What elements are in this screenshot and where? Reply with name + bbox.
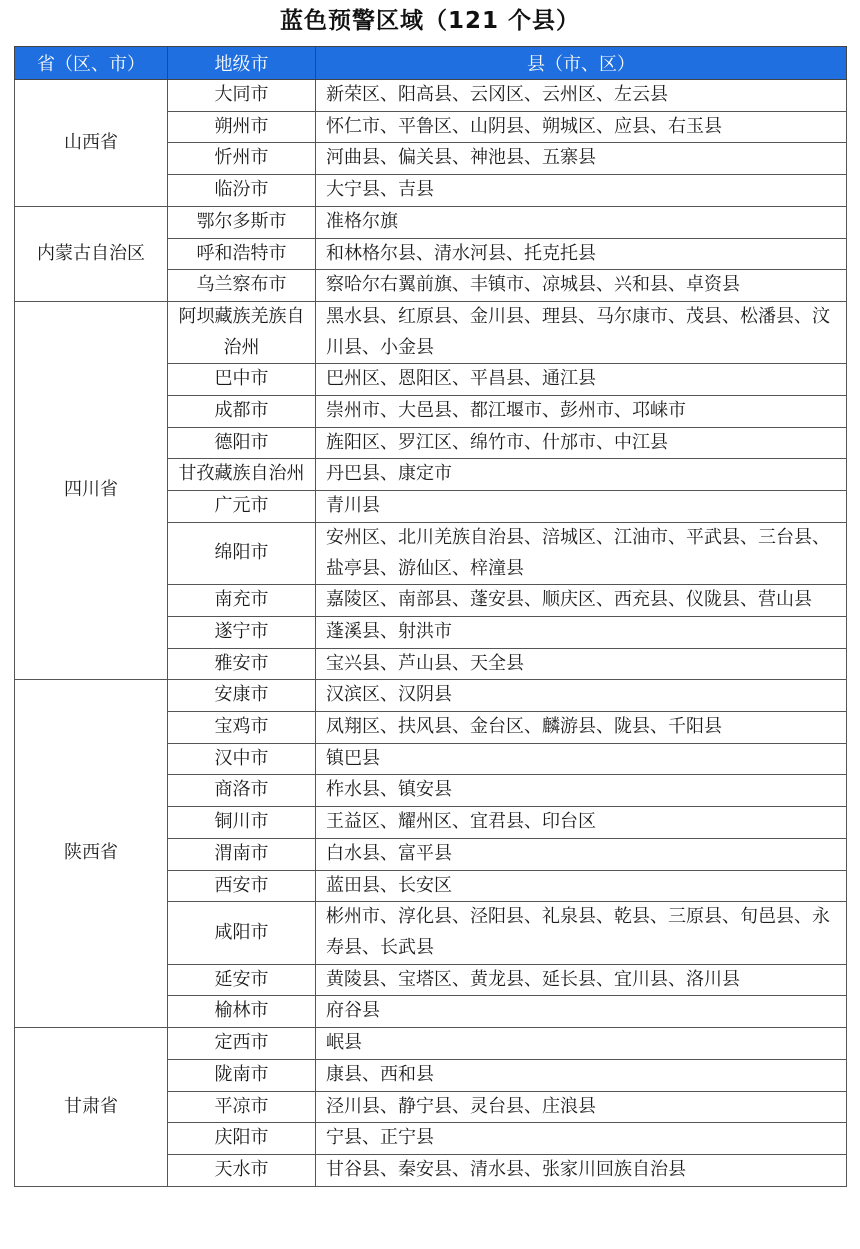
city-cell: 庆阳市 <box>168 1123 316 1155</box>
county-list-cell: 嘉陵区、南部县、蓬安县、顺庆区、西充县、仪陇县、营山县 <box>316 585 847 617</box>
warning-region-table <box>14 46 847 1187</box>
county-list-cell: 凤翔区、扶风县、金台区、麟游县、陇县、千阳县 <box>316 712 847 744</box>
county-list-cell: 和林格尔县、清水河县、托克托县 <box>316 238 847 270</box>
city-cell: 鄂尔多斯市 <box>168 206 316 238</box>
city-cell: 乌兰察布市 <box>168 270 316 302</box>
city-cell: 甘孜藏族自治州 <box>168 459 316 491</box>
city-cell: 遂宁市 <box>168 616 316 648</box>
province-cell: 甘肃省 <box>15 1028 168 1187</box>
city-cell: 商洛市 <box>168 775 316 807</box>
province-cell: 山西省 <box>15 80 168 207</box>
county-list-cell: 河曲县、偏关县、神池县、五寨县 <box>316 143 847 175</box>
table-row <box>15 1028 847 1060</box>
city-cell: 定西市 <box>168 1028 316 1060</box>
city-cell: 德阳市 <box>168 427 316 459</box>
county-list-cell: 青川县 <box>316 491 847 523</box>
city-cell: 宝鸡市 <box>168 712 316 744</box>
county-list-cell: 镇巴县 <box>316 743 847 775</box>
county-list-cell: 巴州区、恩阳区、平昌县、通江县 <box>316 364 847 396</box>
city-cell: 榆林市 <box>168 996 316 1028</box>
header-city: 地级市 <box>168 47 316 80</box>
county-list-cell: 怀仁市、平鲁区、山阴县、朔城区、应县、右玉县 <box>316 111 847 143</box>
city-cell: 广元市 <box>168 491 316 523</box>
city-cell: 咸阳市 <box>168 902 316 964</box>
table-header-row <box>15 47 847 80</box>
city-cell: 延安市 <box>168 964 316 996</box>
city-cell: 忻州市 <box>168 143 316 175</box>
county-list-cell: 蓬溪县、射洪市 <box>316 616 847 648</box>
county-list-cell: 丹巴县、康定市 <box>316 459 847 491</box>
county-list-cell: 黑水县、红原县、金川县、理县、马尔康市、茂县、松潘县、汶川县、小金县 <box>316 301 847 363</box>
province-cell: 四川省 <box>15 301 168 679</box>
table-body <box>15 80 847 1187</box>
county-list-cell: 新荣区、阳高县、云冈区、云州区、左云县 <box>316 80 847 112</box>
province-cell: 陕西省 <box>15 680 168 1028</box>
city-cell: 铜川市 <box>168 807 316 839</box>
city-cell: 安康市 <box>168 680 316 712</box>
county-list-cell: 察哈尔右翼前旗、丰镇市、凉城县、兴和县、卓资县 <box>316 270 847 302</box>
county-list-cell: 崇州市、大邑县、都江堰市、彭州市、邛崃市 <box>316 396 847 428</box>
county-list-cell: 康县、西和县 <box>316 1059 847 1091</box>
county-list-cell: 大宁县、吉县 <box>316 175 847 207</box>
page-title: 蓝色预警区域（121 个县） <box>279 8 581 34</box>
city-cell: 成都市 <box>168 396 316 428</box>
city-cell: 平凉市 <box>168 1091 316 1123</box>
province-cell: 内蒙古自治区 <box>15 206 168 301</box>
city-cell: 呼和浩特市 <box>168 238 316 270</box>
table-row <box>15 301 847 363</box>
county-list-cell: 甘谷县、秦安县、清水县、张家川回族自治县 <box>316 1154 847 1186</box>
county-list-cell: 汉滨区、汉阴县 <box>316 680 847 712</box>
county-list-cell: 府谷县 <box>316 996 847 1028</box>
county-list-cell: 泾川县、静宁县、灵台县、庄浪县 <box>316 1091 847 1123</box>
city-cell: 朔州市 <box>168 111 316 143</box>
county-list-cell: 白水县、富平县 <box>316 838 847 870</box>
table-row <box>15 80 847 112</box>
city-cell: 汉中市 <box>168 743 316 775</box>
county-list-cell: 准格尔旗 <box>316 206 847 238</box>
header-province: 省（区、市） <box>15 47 168 80</box>
city-cell: 阿坝藏族羌族自治州 <box>168 301 316 363</box>
city-cell: 大同市 <box>168 80 316 112</box>
city-cell: 南充市 <box>168 585 316 617</box>
county-list-cell: 蓝田县、长安区 <box>316 870 847 902</box>
county-list-cell: 旌阳区、罗江区、绵竹市、什邡市、中江县 <box>316 427 847 459</box>
county-list-cell: 彬州市、淳化县、泾阳县、礼泉县、乾县、三原县、旬邑县、永寿县、长武县 <box>316 902 847 964</box>
county-list-cell: 宝兴县、芦山县、天全县 <box>316 648 847 680</box>
county-list-cell: 王益区、耀州区、宜君县、印台区 <box>316 807 847 839</box>
city-cell: 雅安市 <box>168 648 316 680</box>
table-row <box>15 680 847 712</box>
city-cell: 绵阳市 <box>168 522 316 584</box>
city-cell: 陇南市 <box>168 1059 316 1091</box>
county-list-cell: 黄陵县、宝塔区、黄龙县、延长县、宜川县、洛川县 <box>316 964 847 996</box>
city-cell: 渭南市 <box>168 838 316 870</box>
county-list-cell: 岷县 <box>316 1028 847 1060</box>
city-cell: 巴中市 <box>168 364 316 396</box>
table-row <box>15 206 847 238</box>
county-list-cell: 柞水县、镇安县 <box>316 775 847 807</box>
city-cell: 天水市 <box>168 1154 316 1186</box>
city-cell: 西安市 <box>168 870 316 902</box>
county-list-cell: 安州区、北川羌族自治县、涪城区、江油市、平武县、三台县、盐亭县、游仙区、梓潼县 <box>316 522 847 584</box>
header-county: 县（市、区） <box>316 47 847 80</box>
city-cell: 临汾市 <box>168 175 316 207</box>
county-list-cell: 宁县、正宁县 <box>316 1123 847 1155</box>
